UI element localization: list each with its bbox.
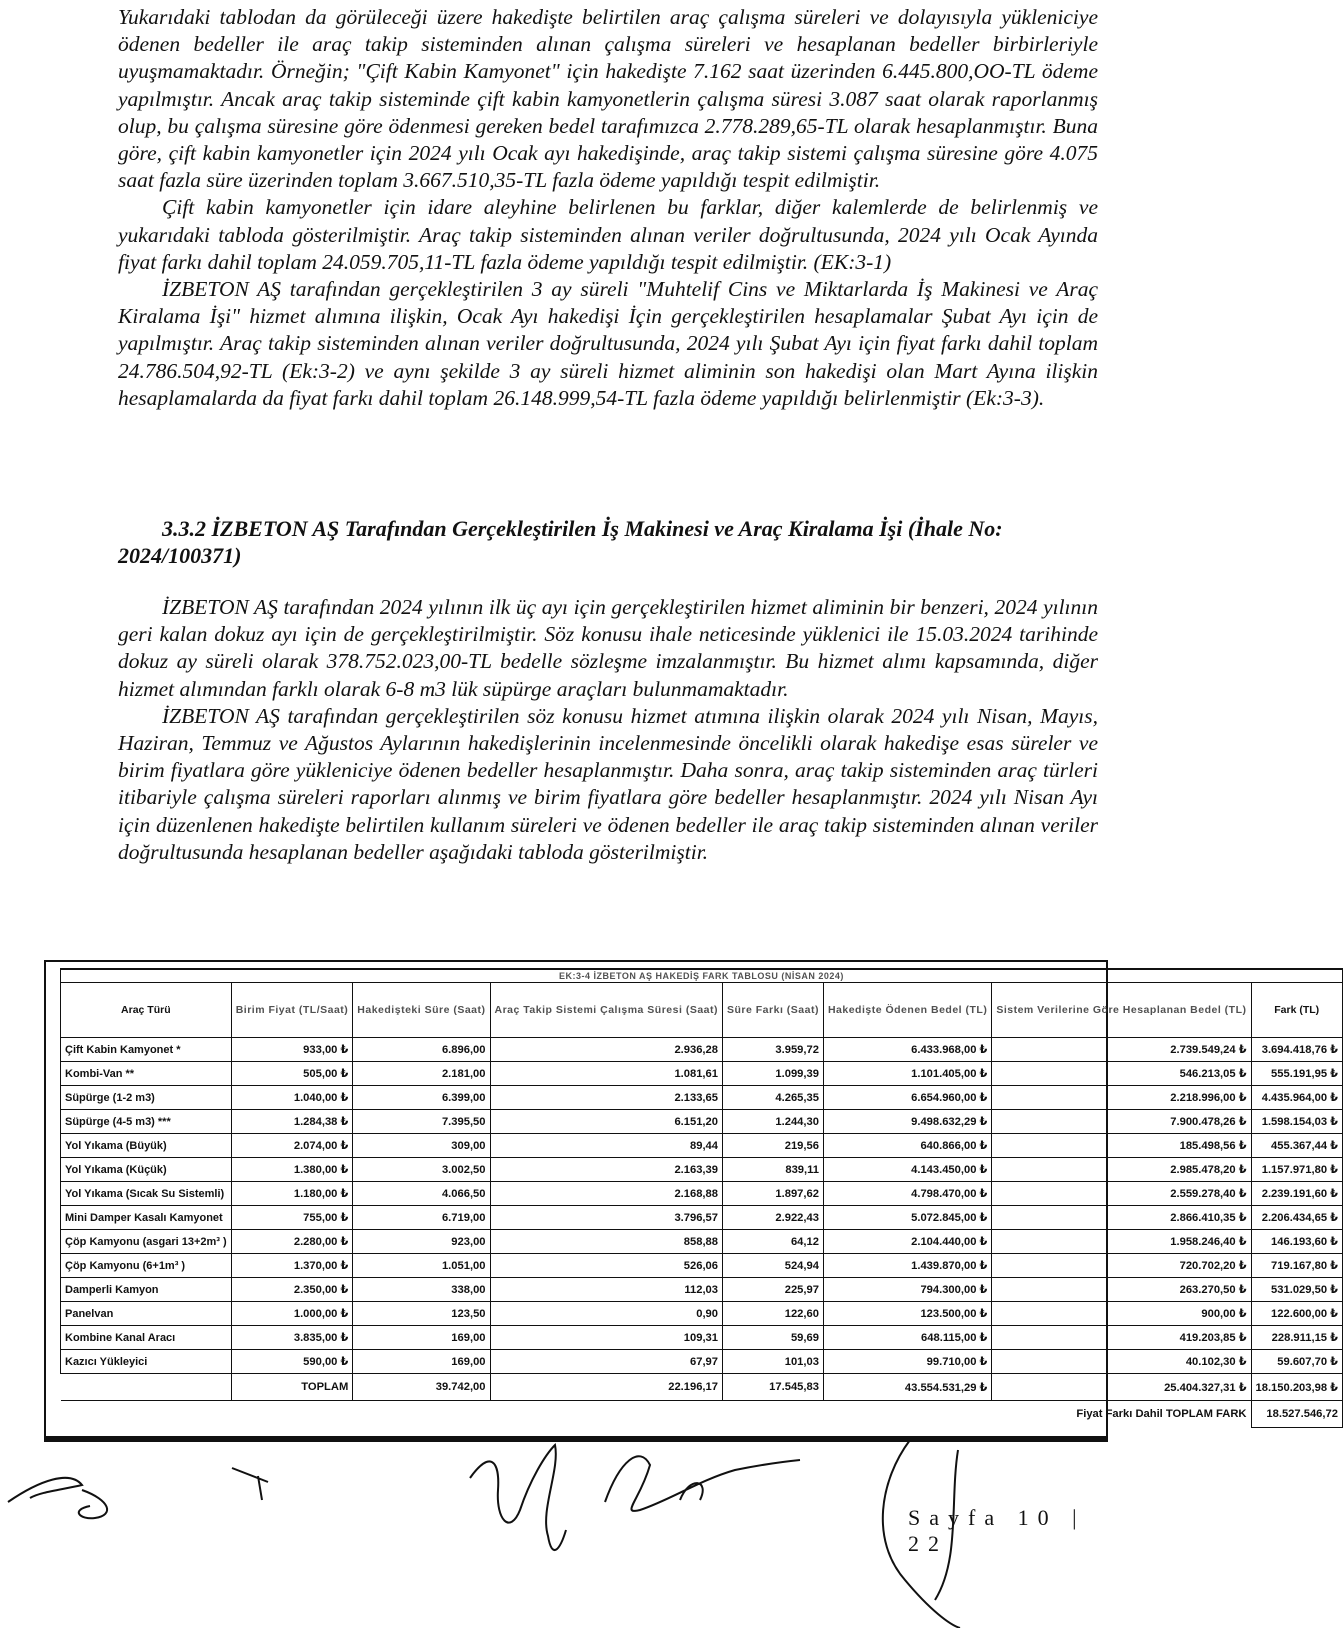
table-row [61,1134,1343,1158]
table-row [61,1302,1343,1326]
value-cell: 3.002,50 [353,1158,490,1182]
signature-4 [605,1456,800,1511]
header-cell: Araç Takip Sistemi Çalışma Süresi (Saat) [490,983,722,1038]
header-cell: Sistem Verilerine Göre Hesaplanan Bedel (TL) [992,983,1251,1038]
value-cell: 2.163,39 [490,1158,722,1182]
total-cell: 18.150.203,98 ₺ [1251,1374,1342,1401]
value-cell: 228.911,15 ₺ [1251,1326,1342,1350]
value-cell: 590,00 ₺ [231,1350,353,1374]
value-cell: 1.439.870,00 ₺ [823,1254,991,1278]
value-cell: 122,60 [723,1302,824,1326]
value-cell: 1.370,00 ₺ [231,1254,353,1278]
vehicle-type-cell: Yol Yıkama (Sıcak Su Sistemli) [61,1182,232,1206]
total-cell: 39.742,00 [353,1374,490,1401]
value-cell: 720.702,20 ₺ [992,1254,1251,1278]
difference-table [60,968,1343,1428]
value-cell: 1.897,62 [723,1182,824,1206]
header-cell: Süre Farkı (Saat) [723,983,824,1038]
value-cell: 338,00 [353,1278,490,1302]
value-cell: 101,03 [723,1350,824,1374]
value-cell: 6.654.960,00 ₺ [823,1086,991,1110]
value-cell: 59,69 [723,1326,824,1350]
vehicle-type-cell: Damperli Kamyon [61,1278,232,1302]
value-cell: 67,97 [490,1350,722,1374]
vehicle-type-cell: Çöp Kamyonu (6+1m³ ) [61,1254,232,1278]
header-cell: Fark (TL) [1251,983,1342,1038]
vehicle-type-cell: Kazıcı Yükleyici [61,1350,232,1374]
value-cell: 5.072.845,00 ₺ [823,1206,991,1230]
value-cell: 146.193,60 ₺ [1251,1230,1342,1254]
value-cell: 419.203,85 ₺ [992,1326,1251,1350]
value-cell: 2.866.410,35 ₺ [992,1206,1251,1230]
value-cell: 185.498,56 ₺ [992,1134,1251,1158]
header-cell: Hakedişte Ödenen Bedel (TL) [823,983,991,1038]
value-cell: 2.239.191,60 ₺ [1251,1182,1342,1206]
value-cell: 794.300,00 ₺ [823,1278,991,1302]
signature-1 [8,1478,107,1518]
value-cell: 1.157.971,80 ₺ [1251,1158,1342,1182]
header-cell: Araç Türü [61,983,232,1038]
section-heading: 3.3.2 İZBETON AŞ Tarafından Gerçekleştirilen İş Makinesi ve Araç Kiralama İşi (İhale No: 2024/100371) [118,516,1003,568]
value-cell: 109,31 [490,1326,722,1350]
value-cell: 1.081,61 [490,1062,722,1086]
value-cell: 455.367,44 ₺ [1251,1134,1342,1158]
value-cell: 309,00 [353,1134,490,1158]
vehicle-type-cell: Süpürge (4-5 m3) *** [61,1110,232,1134]
table-row [61,1086,1343,1110]
value-cell: 933,00 ₺ [231,1038,353,1062]
value-cell: 2.133,65 [490,1086,722,1110]
value-cell: 1.040,00 ₺ [231,1086,353,1110]
value-cell: 112,03 [490,1278,722,1302]
total-cell: 22.196,17 [490,1374,722,1401]
vehicle-type-cell: Çift Kabin Kamyonet * [61,1038,232,1062]
value-cell: 4.265,35 [723,1086,824,1110]
value-cell: 2.350,00 ₺ [231,1278,353,1302]
value-cell: 123.500,00 ₺ [823,1302,991,1326]
value-cell: 640.866,00 ₺ [823,1134,991,1158]
vehicle-type-cell: Kombine Kanal Aracı [61,1326,232,1350]
table-row [61,1206,1343,1230]
header-cell: Hakedişteki Süre (Saat) [353,983,490,1038]
signature-2 [232,1468,268,1500]
value-cell: 6.896,00 [353,1038,490,1062]
value-cell: 6.151,20 [490,1110,722,1134]
value-cell: 2.936,28 [490,1038,722,1062]
table-row [61,1182,1343,1206]
table-header-row [61,983,1343,1038]
signature-3 [470,1445,566,1550]
value-cell: 1.284,38 ₺ [231,1110,353,1134]
value-cell: 648.115,00 ₺ [823,1326,991,1350]
value-cell: 2.104.440,00 ₺ [823,1230,991,1254]
header-cell: Birim Fiyat (TL/Saat) [231,983,353,1038]
table-body [61,1038,1343,1374]
value-cell: 4.435.964,00 ₺ [1251,1086,1342,1110]
value-cell: 4.798.470,00 ₺ [823,1182,991,1206]
value-cell: 1.101.405,00 ₺ [823,1062,991,1086]
value-cell: 219,56 [723,1134,824,1158]
total-label: TOPLAM [231,1374,353,1401]
value-cell: 2.922,43 [723,1206,824,1230]
value-cell: 1.180,00 ₺ [231,1182,353,1206]
vehicle-type-cell: Süpürge (1-2 m3) [61,1086,232,1110]
value-cell: 3.694.418,76 ₺ [1251,1038,1342,1062]
value-cell: 7.395,50 [353,1110,490,1134]
value-cell: 531.029,50 ₺ [1251,1278,1342,1302]
table-total-row [61,1374,1343,1401]
value-cell: 6.719,00 [353,1206,490,1230]
table-row [61,1110,1343,1134]
value-cell: 89,44 [490,1134,722,1158]
value-cell: 2.074,00 ₺ [231,1134,353,1158]
value-cell: 2.739.549,24 ₺ [992,1038,1251,1062]
value-cell: 40.102,30 ₺ [992,1350,1251,1374]
value-cell: 1.000,00 ₺ [231,1302,353,1326]
value-cell: 7.900.478,26 ₺ [992,1110,1251,1134]
paragraph-1: Yukarıdaki tablodan da görüleceği üzere hakedişte belirtilen araç çalışma süreleri ve dolayısıyla yükleniciye ödenen bedeller ile araç takip sisteminden alınan çalışma süreleri ve hesaplanan bedeller birbirleriyle uyuşmamaktadır. Örneğin; "Çift Kabin Kamyonet" için hakedişte 7.162 saat üzerinden 6.445.800,OO-TL ödeme yapılmıştır. Ancak araç takip sisteminde çift kabin kamyonetlerin çalışma süresi 3.087 saat olarak raporlanmış olup, bu çalışma süresine göre ödenmesi gereken bedel tarafımızca 2.778.289,65-TL olarak hesaplanmıştır. Buna göre, çift kabin kamyonetler için 2024 yılı Ocak ayı hakedişinde, araç takip sistemi çalışma süresine göre 4.075 saat fazla süre üzerinden toplam 3.667.510,35-TL fazla ödeme yapıldığı tespit edilmiştir. [118,5,1098,193]
value-cell: 526,06 [490,1254,722,1278]
value-cell: 3.959,72 [723,1038,824,1062]
vehicle-type-cell: Kombi-Van ** [61,1062,232,1086]
value-cell: 1.099,39 [723,1062,824,1086]
value-cell: 923,00 [353,1230,490,1254]
value-cell: 546.213,05 ₺ [992,1062,1251,1086]
value-cell: 1.380,00 ₺ [231,1158,353,1182]
value-cell: 2.206.434,65 ₺ [1251,1206,1342,1230]
body-text-top [118,4,1098,412]
value-cell: 2.218.996,00 ₺ [992,1086,1251,1110]
value-cell: 169,00 [353,1350,490,1374]
value-cell: 505,00 ₺ [231,1062,353,1086]
value-cell: 2.559.278,40 ₺ [992,1182,1251,1206]
paragraph-3: İZBETON AŞ tarafından gerçekleştirilen 3 ay süreli "Muhtelif Cins ve Miktarlarda İş Makinesi ve Araç Kiralama İşi" hizmet alımına ilişkin, Ocak Ayı hakedişi İçin gerçekleştirilen hesaplamalar Şubat Ayı için de yapılmıştır. Araç takip sisteminden alınan veriler doğrultusunda, 2024 yılı Şubat Ayı için fiyat farkı dahil toplam 24.786.504,92-TL (Ek:3-2) ve aynı şekilde 3 ay süreli hizmet aliminin son hakedişi olan Mart Ayına ilişkin hesaplamalarda da fiyat farkı dahil toplam 26.148.999,54-TL fazla ödeme yapıldığı belirlenmiştir (Ek:3-3). [118,277,1098,410]
vehicle-type-cell: Panelvan [61,1302,232,1326]
total-cell: 43.554.531,29 ₺ [823,1374,991,1401]
value-cell: 3.835,00 ₺ [231,1326,353,1350]
table-row [61,1278,1343,1302]
value-cell: 122.600,00 ₺ [1251,1302,1342,1326]
value-cell: 1.051,00 [353,1254,490,1278]
paragraph-2: Çift kabin kamyonetler için idare aleyhine belirlenen bu farklar, diğer kalemlerde de belirlenmiş ve yukarıdaki tabloda gösterilmiştir. Araç takip sisteminden alınan veriler doğrultusunda, 2024 yılı Ocak Ayında fiyat farkı dahil toplam 24.059.705,11-TL fazla ödeme yapıldığı tespit edilmiştir. (EK:3-1) [118,195,1098,274]
page-number: Sayfa 10 | 22 [908,1505,1086,1556]
value-cell: 900,00 ₺ [992,1302,1251,1326]
grand-total-value: 18.527.546,72 [1251,1401,1342,1428]
table-row [61,1062,1343,1086]
total-cell: 17.545,83 [723,1374,824,1401]
table-caption: EK:3-4 İZBETON AŞ HAKEDİŞ FARK TABLOSU (NİSAN 2024) [61,969,1343,983]
value-cell: 755,00 ₺ [231,1206,353,1230]
vehicle-type-cell: Yol Yıkama (Büyük) [61,1134,232,1158]
value-cell: 1.958.246,40 ₺ [992,1230,1251,1254]
table-frame [44,960,1338,1442]
table-row [61,1038,1343,1062]
vehicle-type-cell: Çöp Kamyonu (asgari 13+2m³ ) [61,1230,232,1254]
grand-total-label: Fiyat Farkı Dahil TOPLAM FARK [61,1401,1252,1428]
value-cell: 1.598.154,03 ₺ [1251,1110,1342,1134]
value-cell: 0,90 [490,1302,722,1326]
value-cell: 169,00 [353,1326,490,1350]
value-cell: 99.710,00 ₺ [823,1350,991,1374]
value-cell: 4.066,50 [353,1182,490,1206]
value-cell: 1.244,30 [723,1110,824,1134]
value-cell: 59.607,70 ₺ [1251,1350,1342,1374]
value-cell: 9.498.632,29 ₺ [823,1110,991,1134]
value-cell: 524,94 [723,1254,824,1278]
value-cell: 123,50 [353,1302,490,1326]
table-row [61,1230,1343,1254]
table-row [61,1350,1343,1374]
table-row [61,1254,1343,1278]
value-cell: 3.796,57 [490,1206,722,1230]
total-cell: 25.404.327,31 ₺ [992,1374,1251,1401]
value-cell: 6.433.968,00 ₺ [823,1038,991,1062]
paragraph-4: İZBETON AŞ tarafından 2024 yılının ilk üç ayı için gerçekleştirilen hizmet aliminin bir benzeri, 2024 yılının geri kalan dokuz ayı için de gerçekleştirilmiştir. Söz konusu ihale neticesinde yüklenici ile 15.03.2024 tarihinde dokuz ay süreli olarak 378.752.023,00-TL bedelle sözleşme imzalanmıştır. Bu hizmet alımı kapsamında, diğer hizmet alımından farklı olarak 6-8 m3 lük süpürge araçları bulunmamaktadır. [118,595,1098,701]
value-cell: 2.985.478,20 ₺ [992,1158,1251,1182]
value-cell: 2.168,88 [490,1182,722,1206]
value-cell: 858,88 [490,1230,722,1254]
table-row [61,1326,1343,1350]
value-cell: 839,11 [723,1158,824,1182]
body-text-bottom [118,594,1098,866]
value-cell: 719.167,80 ₺ [1251,1254,1342,1278]
value-cell: 64,12 [723,1230,824,1254]
value-cell: 555.191,95 ₺ [1251,1062,1342,1086]
value-cell: 225,97 [723,1278,824,1302]
vehicle-type-cell: Yol Yıkama (Küçük) [61,1158,232,1182]
value-cell: 6.399,00 [353,1086,490,1110]
table-row [61,1158,1343,1182]
value-cell: 4.143.450,00 ₺ [823,1158,991,1182]
grand-total-row [61,1401,1343,1428]
value-cell: 2.280,00 ₺ [231,1230,353,1254]
value-cell: 263.270,50 ₺ [992,1278,1251,1302]
paragraph-5: İZBETON AŞ tarafından gerçekleştirilen söz konusu hizmet atımına ilişkin olarak 2024 yılı Nisan, Mayıs, Haziran, Temmuz ve Ağustos Aylarının hakedişlerinin incelenmesinde öncelikli olarak hakedişe esas süreler ve birim fiyatlara göre yükleniciye ödenen bedeller hesaplanmıştır. Daha sonra, araç takip sisteminden araç türleri itibariyle çalışma süreleri raporları alınmış ve birim fiyatlara göre bedeller hesaplanmıştır. 2024 yılı Nisan Ayı için düzenlenen hakedişte belirtilen kullanım süreleri ve ödenen bedeller ile araç takip sisteminden alınan veriler doğrultusunda hesaplanan bedeller aşağıdaki tabloda gösterilmiştir. [118,703,1098,864]
value-cell: 2.181,00 [353,1062,490,1086]
vehicle-type-cell: Mini Damper Kasalı Kamyonet [61,1206,232,1230]
